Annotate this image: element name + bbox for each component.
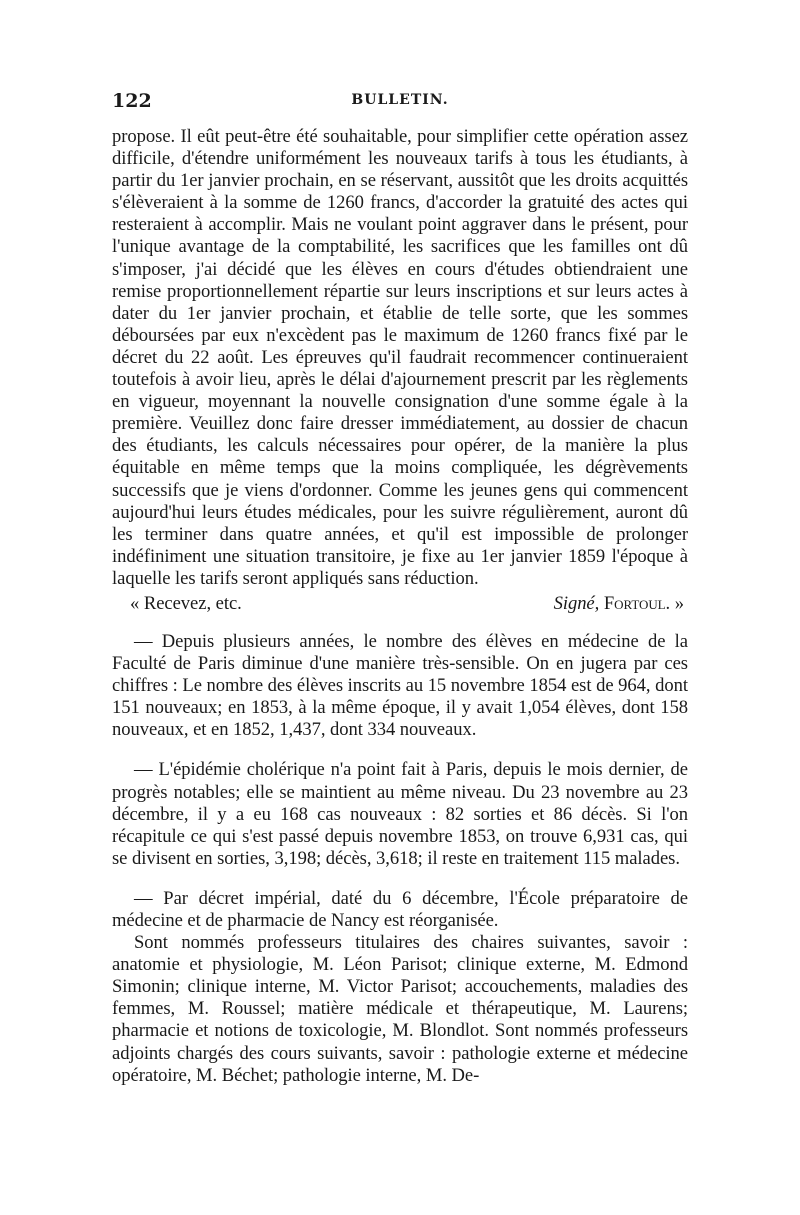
page-header xyxy=(112,90,688,116)
letter-paragraph: propose. Il eût peut-être été souhaitable, pour simplifier cette opération assez difficile, d'étendre uniformément les nouveaux tarifs à tous les étudiants, à partir du 1er janvier prochain, en se réservant, aussitôt que les droits acquittés s'élèveraient à la somme de 1260 francs, d'accorder la gratuité des actes qui resteraient à accomplir. Mais ne voulant point aggraver dans le présent, pour l'unique avantage de la comptabilité, les sacrifices que les familles ont dû s'imposer, j'ai décidé que les élèves en cours d'études obtiendraient une remise proportionnellement répartie sur leurs inscriptions et sur leurs actes à dater du 1er janvier prochain, et établie de telle sorte, que les sommes déboursées par eux n'excèdent pas le maximum de 1260 francs fixé par le décret du 22 août. Les épreuves qu'il faudrait recommencer continueraient toutefois à avoir lieu, après le délai d'ajournement prescrit par les règlements en vigueur, moyennant la nouvelle consignation d'une somme égale à la première. Veuillez donc faire dresser immédiatement, au dossier de chacun des étudiants, les calculs nécessaires pour opérer, de la manière la plus équitable en même temps que la moins compliquée, les dégrèvements successifs que je viens d'ordonner. Comme les jeunes gens qui commencent aujourd'hui leurs études médicales, pour les suivre régulièrement, auront dû les terminer dans quatre années, et qu'il est impossible de prolonger indéfiniment une situation transitoire, je fixe au 1er janvier 1859 l'époque à laquelle les tarifs seront appliqués sans réduction. xyxy=(112,126,688,589)
news-paragraph-cholera: — L'épidémie cholérique n'a point fait à Paris, depuis le mois dernier, de progrès notables; elle se maintient au même niveau. Du 23 novembre au 23 décembre, il y a eu 168 cas nouveaux : 82 sorties et 86 décès. Si l'on récapitule ce qui s'est passé depuis novembre 1853, on trouve 6,931 cas, qui se divisent en sorties, 3,198; décès, 3,618; il reste en traitement 115 malades. xyxy=(112,759,688,869)
running-title: BULLETIN. xyxy=(351,92,449,108)
signature-author: Fortoul. » xyxy=(603,592,684,614)
signe-label: Signé, xyxy=(553,592,600,614)
signature-line xyxy=(112,593,688,617)
signature xyxy=(554,593,684,615)
news-paragraph-enrollment: — Depuis plusieurs années, le nombre des élèves en médecine de la Faculté de Paris diminue d'une manière très-sensible. On en jugera par ces chiffres : Le nombre des élèves inscrits au 15 novembre 1854 est de 964, dont 151 nouveaux; en 1853, à la même époque, il y avait 1,054 élèves, dont 158 nouveaux, et en 1852, 1,437, dont 334 nouveaux. xyxy=(112,630,688,741)
page-number: 122 xyxy=(112,90,152,112)
book-page xyxy=(112,90,688,1087)
news-paragraph-decree: — Par décret impérial, daté du 6 décembre, l'École préparatoire de médecine et de pharmacie de Nancy est réorganisée. xyxy=(112,887,688,931)
body-text xyxy=(112,126,688,1087)
closing-formula: « Recevez, etc. xyxy=(130,592,242,614)
news-paragraph-appointments: Sont nommés professeurs titulaires des chaires suivantes, savoir : anatomie et physiologie, M. Léon Parisot; clinique externe, M. Edmond Simonin; clinique interne, M. Victor Parisot; accouchements, maladies des femmes, M. Roussel; matière médicale et thérapeutique, M. Laurens; pharmacie et notions de toxicologie, M. Blondlot. Sont nommés professeurs adjoints chargés des cours suivants, savoir : pathologie externe et médecine opératoire, M. Béchet; pathologie interne, M. De- xyxy=(112,932,688,1086)
